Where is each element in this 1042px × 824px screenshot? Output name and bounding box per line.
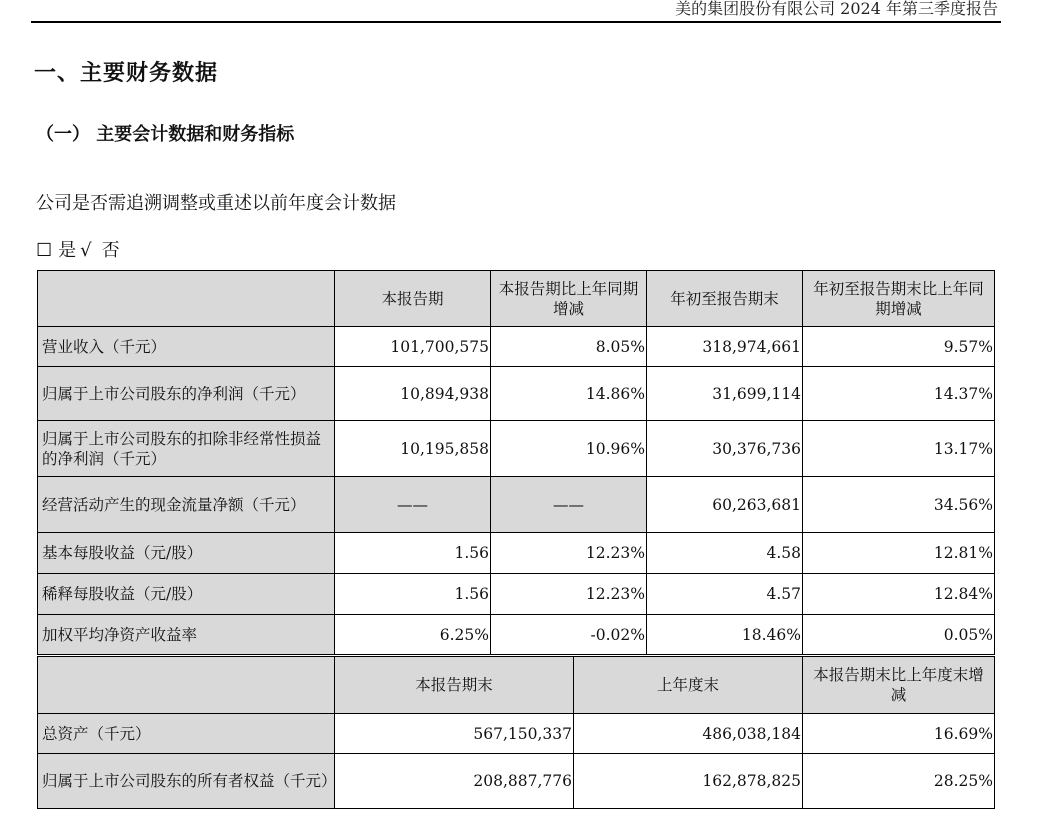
table-row bbox=[38, 367, 995, 421]
subsection-title: （一） 主要会计数据和财务指标 bbox=[36, 124, 295, 145]
restatement-question: 公司是否需追溯调整或重述以前年度会计数据 bbox=[36, 193, 396, 214]
table-row bbox=[38, 477, 995, 533]
cell-value: 12.81% bbox=[803, 533, 995, 574]
cell-value: 34.56% bbox=[803, 477, 995, 533]
cell-value: 101,700,575 bbox=[335, 327, 491, 367]
table-row bbox=[38, 533, 995, 574]
cell-value: 8.05% bbox=[491, 327, 647, 367]
column-header: 本报告期 bbox=[335, 271, 491, 327]
balance-data-table bbox=[37, 656, 995, 809]
row-label: 总资产（千元） bbox=[38, 714, 335, 754]
cell-value-na: —— bbox=[491, 477, 647, 533]
cell-value: 31,699,114 bbox=[647, 367, 803, 421]
corner-cell bbox=[38, 657, 335, 714]
table-row bbox=[38, 327, 995, 367]
accounting-data-table bbox=[37, 270, 995, 655]
cell-value: 13.17% bbox=[803, 421, 995, 477]
cell-value-na: —— bbox=[335, 477, 491, 533]
cell-value: 10,195,858 bbox=[335, 421, 491, 477]
table-row bbox=[38, 754, 995, 809]
cell-value: 18.46% bbox=[647, 615, 803, 655]
row-label: 加权平均净资产收益率 bbox=[38, 615, 335, 655]
cell-value: 1.56 bbox=[335, 533, 491, 574]
table-header-row bbox=[38, 657, 995, 714]
cell-value: 208,887,776 bbox=[335, 754, 574, 809]
yes-label: 是 bbox=[58, 240, 77, 261]
corner-cell bbox=[38, 271, 335, 327]
row-label: 归属于上市公司股东的扣除非经常性损益的净利润（千元） bbox=[38, 421, 335, 477]
row-label: 归属于上市公司股东的净利润（千元） bbox=[38, 367, 335, 421]
row-label: 经营活动产生的现金流量净额（千元） bbox=[38, 477, 335, 533]
cell-value: 12.84% bbox=[803, 574, 995, 615]
cell-value: 16.69% bbox=[803, 714, 995, 754]
checkbox-unchecked-icon: ☐ bbox=[36, 240, 53, 261]
report-header: 美的集团股份有限公司 2024 年第三季度报告 bbox=[675, 0, 998, 18]
cell-value: 28.25% bbox=[803, 754, 995, 809]
no-label: 否 bbox=[101, 240, 120, 261]
column-header: 本报告期末比上年度末增减 bbox=[803, 657, 995, 714]
column-header: 年初至报告期末 bbox=[647, 271, 803, 327]
cell-value: 60,263,681 bbox=[647, 477, 803, 533]
cell-value: 1.56 bbox=[335, 574, 491, 615]
row-label: 基本每股收益（元/股） bbox=[38, 533, 335, 574]
section-title: 一、主要财务数据 bbox=[34, 61, 219, 86]
table-row bbox=[38, 421, 995, 477]
column-header: 年初至报告期末比上年同期增减 bbox=[803, 271, 995, 327]
cell-value: 12.23% bbox=[491, 533, 647, 574]
row-label: 稀释每股收益（元/股） bbox=[38, 574, 335, 615]
cell-value: 318,974,661 bbox=[647, 327, 803, 367]
row-label: 营业收入（千元） bbox=[38, 327, 335, 367]
table-row bbox=[38, 615, 995, 655]
cell-value: 10.96% bbox=[491, 421, 647, 477]
table-row bbox=[38, 574, 995, 615]
cell-value: 4.57 bbox=[647, 574, 803, 615]
restatement-answer bbox=[36, 236, 126, 262]
column-header: 本报告期比上年同期增减 bbox=[491, 271, 647, 327]
cell-value: 12.23% bbox=[491, 574, 647, 615]
cell-value: 162,878,825 bbox=[574, 754, 803, 809]
column-header: 本报告期末 bbox=[335, 657, 574, 714]
cell-value: 30,376,736 bbox=[647, 421, 803, 477]
column-header: 上年度末 bbox=[574, 657, 803, 714]
table-header-row bbox=[38, 271, 995, 327]
cell-value: 4.58 bbox=[647, 533, 803, 574]
cell-value: 486,038,184 bbox=[574, 714, 803, 754]
cell-value: 14.37% bbox=[803, 367, 995, 421]
cell-value: 6.25% bbox=[335, 615, 491, 655]
cell-value: 9.57% bbox=[803, 327, 995, 367]
cell-value: 10,894,938 bbox=[335, 367, 491, 421]
cell-value: 567,150,337 bbox=[335, 714, 574, 754]
cell-value: 14.86% bbox=[491, 367, 647, 421]
cell-value: -0.02% bbox=[491, 615, 647, 655]
checkmark-icon: √ bbox=[80, 240, 92, 261]
table-row bbox=[38, 714, 995, 754]
header-divider bbox=[31, 21, 1001, 23]
cell-value: 0.05% bbox=[803, 615, 995, 655]
row-label: 归属于上市公司股东的所有者权益（千元） bbox=[38, 754, 335, 809]
